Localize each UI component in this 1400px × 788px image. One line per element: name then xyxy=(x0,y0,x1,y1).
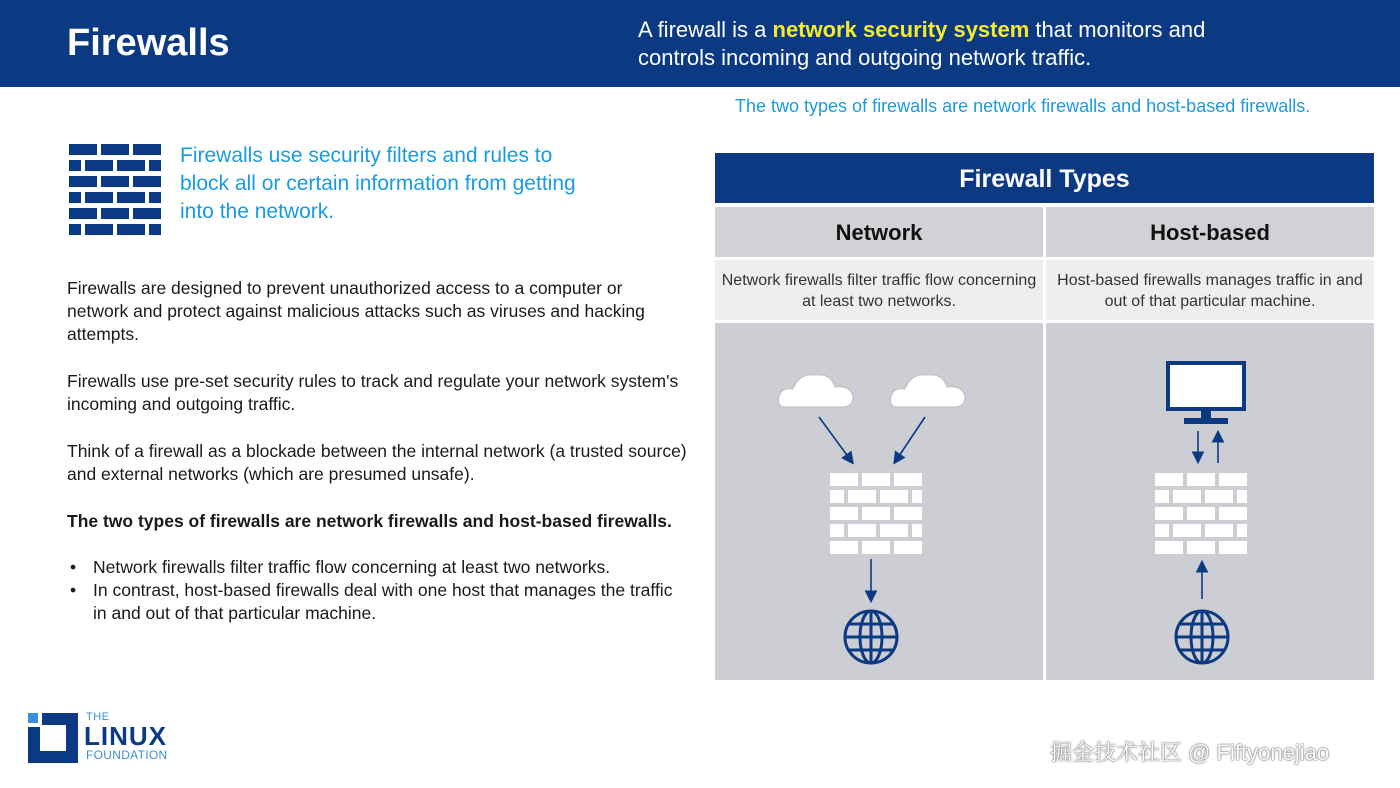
desc-post: that monitors and controls incoming and outgoing network traffic. xyxy=(638,17,1206,70)
cloud-icon xyxy=(779,375,853,407)
column-header-host-based: Host-based xyxy=(1046,207,1374,257)
arrow-icon xyxy=(819,417,852,462)
brick-wall-icon xyxy=(1155,473,1247,554)
column-desc-network: Network firewalls filter traffic flow concerning at least two networks. xyxy=(715,260,1043,320)
table-title: Firewall Types xyxy=(715,153,1374,203)
globe-icon xyxy=(845,611,897,663)
linux-foundation-logo xyxy=(28,710,188,766)
column-header-network: Network xyxy=(715,207,1043,257)
paragraph-1: Firewalls are designed to prevent unauthorized access to a computer or network and protect against malicious attacks such as viruses and hacking attempts. xyxy=(67,278,645,344)
column-desc-host-based: Host-based firewalls manages traffic in and out of that particular machine. xyxy=(1046,260,1374,320)
bullet-text: Network firewalls filter traffic flow concerning at least two networks. xyxy=(93,557,611,577)
bullet-text: In contrast, host-based firewalls deal with one host that manages the traffic in and out of that particular machine. xyxy=(93,580,673,623)
intro-text: Firewalls use security filters and rules to block all or certain information from getting into the network. xyxy=(180,144,576,223)
watermark: 掘金技术社区 @ Fiftyonejiao xyxy=(1050,740,1330,765)
paragraph-4-bold: The two types of firewalls are network firewalls and host-based firewalls. xyxy=(67,511,672,531)
header-bar xyxy=(0,0,1400,87)
logo-linux-text: LINUX xyxy=(84,721,167,751)
host-based-column xyxy=(1046,207,1374,680)
globe-icon xyxy=(1176,611,1228,663)
paragraph-2: Firewalls use pre-set security rules to track and regulate your network system's incoming and outgoing traffic. xyxy=(67,371,679,414)
host-based-diagram xyxy=(1046,323,1374,680)
firewall-types-table xyxy=(715,153,1374,680)
network-column xyxy=(715,207,1043,680)
desc-highlight: network security system xyxy=(772,17,1030,42)
subtitle: The two types of firewalls are network firewalls and host-based firewalls. xyxy=(735,96,1311,116)
logo-foundation-text: FOUNDATION xyxy=(86,748,168,762)
bullet-item: • In contrast, host-based firewalls deal with one host that manages the traffic in and out of that particular machine. xyxy=(70,580,673,623)
bullet-item: • Network firewalls filter traffic flow concerning at least two networks. xyxy=(70,557,611,577)
cloud-icon xyxy=(891,375,965,407)
monitor-icon xyxy=(1168,363,1244,424)
arrow-icon xyxy=(895,417,925,462)
network-diagram xyxy=(715,323,1043,680)
brick-wall-icon xyxy=(69,144,161,236)
header-description xyxy=(638,16,1278,72)
logo-the-text: THE xyxy=(86,711,110,723)
desc-pre: A firewall is a xyxy=(638,17,773,42)
brick-wall-icon xyxy=(830,473,922,554)
page-title: Firewalls xyxy=(67,22,230,64)
paragraph-3: Think of a firewall as a blockade between the internal network (a trusted source) and external networks (which are presumed unsafe). xyxy=(67,441,687,484)
linux-foundation-mark-icon xyxy=(28,713,78,763)
bullet-list xyxy=(67,556,687,625)
